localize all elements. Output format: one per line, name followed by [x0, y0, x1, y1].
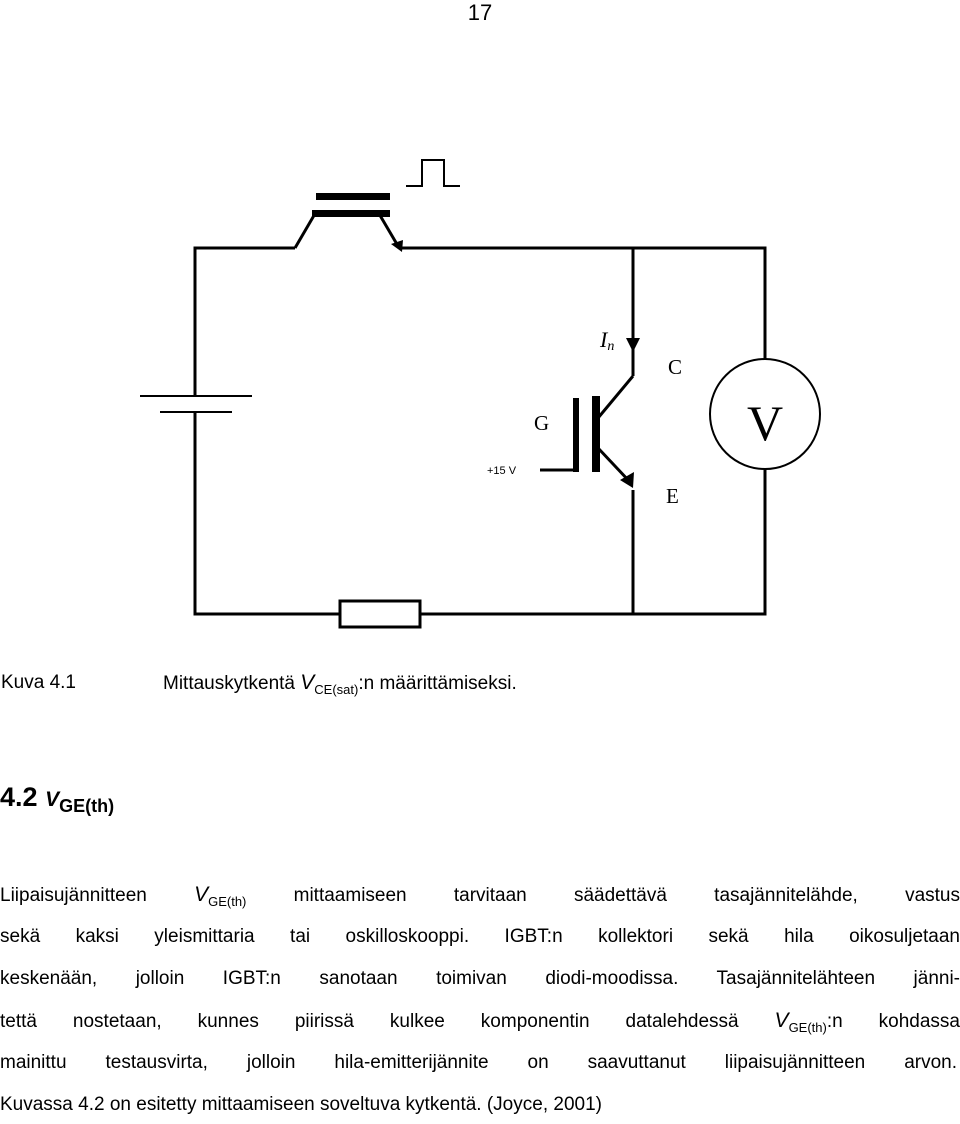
current-label: In — [600, 327, 615, 354]
resistor — [340, 601, 420, 627]
pulse-symbol — [406, 160, 460, 186]
wire-left-bottom — [195, 412, 340, 614]
caption-text: Mittauskytkentä $V_{CE(sat)}:n$ määrittämiseksi. — [163, 671, 517, 697]
wire-top-right — [400, 248, 765, 360]
section-number: 4.2 — [0, 782, 38, 812]
wire-left-top — [195, 248, 295, 396]
collector-label: C — [668, 355, 683, 379]
gate-voltage-label: +15 V — [487, 465, 517, 477]
paragraph-line: keskenään, jolloin IGBT:n sanotaan toimivan diodi-moodissa. Tasajännitelähteen jänni- — [0, 968, 960, 989]
page-number: 17 — [467, 0, 493, 25]
igbt-emitter-lead — [598, 448, 630, 482]
igbt-channel-plate — [592, 396, 600, 472]
igbt-gate-plate — [573, 398, 579, 472]
section-heading: 4.2 $V_{GE(th)}$ — [0, 782, 115, 816]
switch-right-lead — [378, 212, 398, 246]
wire-bottom-right — [420, 469, 765, 614]
paragraph-line: mainittu testausvirta, jolloin hila-emitterijännite on saavuttanut liipaisujännitteen arvon. — [0, 1052, 957, 1073]
paragraph-line: sekä kaksi yleismittaria tai oskilloskooppi. IGBT:n kollektori sekä hila oikosuljetaan — [0, 926, 960, 947]
igbt-collector-lead — [598, 376, 633, 418]
paragraph-line: Liipaisujännitteen $V_{GE(th)}$ mittaamiseen tarvitaan säädettävä tasajännitelähde, vastus — [0, 883, 960, 909]
switch-plate-bottom — [312, 210, 390, 217]
switch-plate-top — [316, 193, 390, 200]
current-arrow — [626, 338, 640, 352]
switch-left-lead — [295, 212, 316, 248]
paragraph-line: Kuvassa 4.2 on esitetty mittaamiseen soveltuva kytkentä. (Joyce, 2001) — [0, 1094, 602, 1115]
emitter-label: E — [666, 484, 679, 508]
section-symbol: V — [45, 788, 60, 811]
gate-label: G — [534, 411, 550, 435]
voltmeter-label: V — [746, 395, 784, 451]
paragraph-line: tettä nostetaan, kunnes piirissä kulkee komponentin datalehdessä $V_{GE(th)}:n$ kohdassa — [0, 1009, 960, 1035]
caption-label: Kuva 4.1 — [1, 672, 76, 693]
